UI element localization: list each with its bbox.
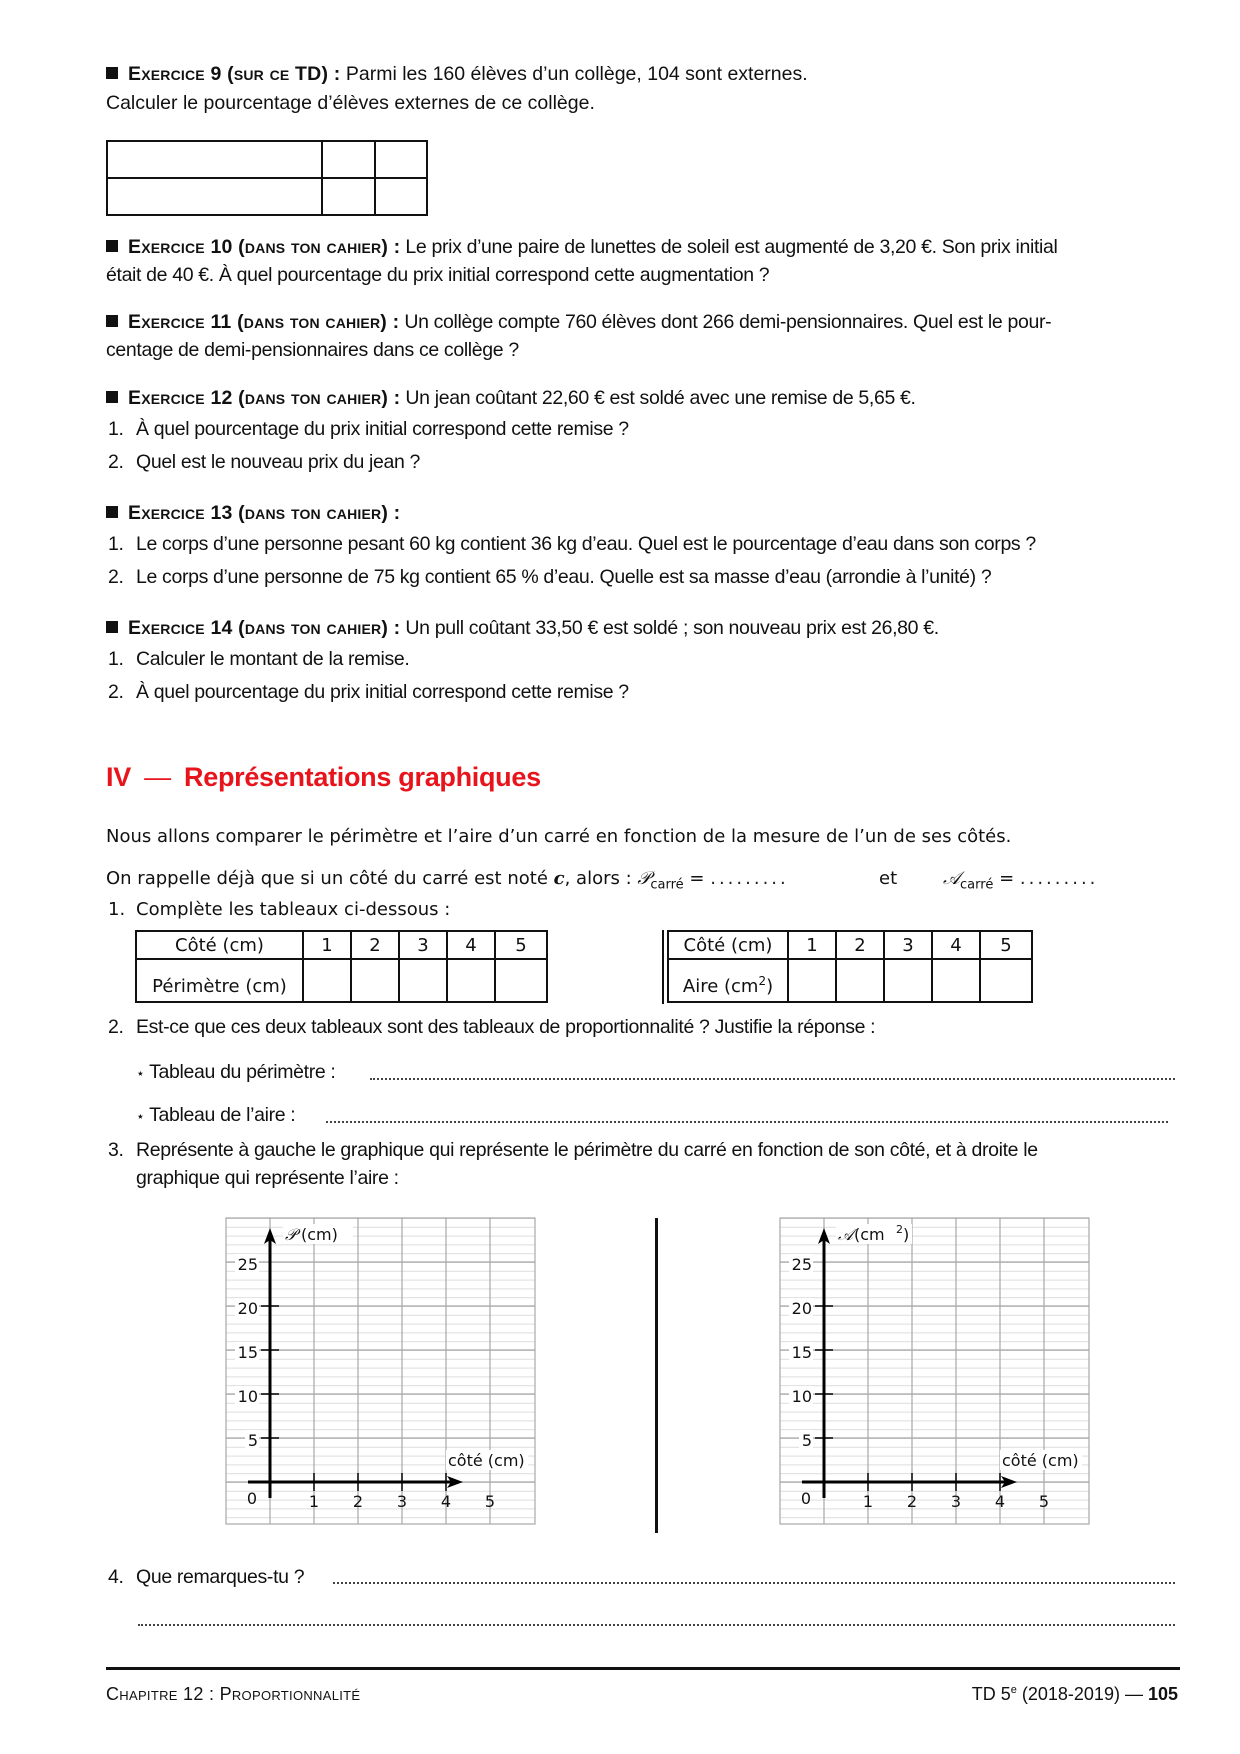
- area-table: [667, 930, 1033, 1003]
- y-axis-symbol: 𝒫: [285, 1225, 297, 1244]
- y-axis-unit: (cm: [854, 1225, 885, 1244]
- perimeter-table-col: 5: [495, 931, 547, 959]
- exercise-11-title: Exercice 11 (dans ton cahier) :: [128, 311, 400, 333]
- section-number: IV: [106, 762, 131, 792]
- minor-grid: [780, 1218, 1089, 1524]
- y-axis-unit-sup: 2: [896, 1223, 903, 1236]
- exercise-12-heading: [106, 389, 916, 409]
- answer-cell[interactable]: [107, 141, 322, 178]
- y-tick-label: 15: [237, 1343, 258, 1362]
- minor-grid: [226, 1218, 535, 1524]
- exercise-9-text: Parmi les 160 élèves d’un collège, 104 sont externes.: [345, 63, 808, 85]
- exercise-11-line2: centage de demi-pensionnaires dans ce collège ?: [106, 339, 519, 361]
- section-heading: [106, 762, 541, 793]
- area-table-col: 2: [836, 931, 884, 959]
- perimeter-value-cell[interactable]: [399, 959, 447, 1002]
- perimeter-table-col: 2: [351, 931, 399, 959]
- exercise-9-answer-table: [106, 140, 428, 216]
- area-formula: 𝒜$_{carré}$ = .........: [943, 868, 1099, 893]
- area-value-cell[interactable]: [836, 959, 884, 1002]
- area-formula-blank[interactable]: .........: [1019, 868, 1099, 889]
- x-tick-label: 2: [352, 1492, 364, 1511]
- perimeter-value-cell[interactable]: [303, 959, 351, 1002]
- x-tick-label: 1: [308, 1492, 320, 1511]
- exercise-9-title: Exercice 9 (sur ce TD) :: [128, 63, 341, 85]
- exercise-13-item-2: 2. Le corps d’une personne de 75 kg contient 65 % d’eau. Quelle est sa masse d’eau (arrondie à l’unité) ?: [108, 566, 992, 588]
- area-value-cell[interactable]: [932, 959, 980, 1002]
- footer-page-info: TD 5e (2018-2019) — 105: [971, 1684, 1178, 1704]
- answer-cell[interactable]: [375, 141, 427, 178]
- area-graph[interactable]: [770, 1208, 1100, 1533]
- x-tick-label: 4: [994, 1492, 1006, 1511]
- formula-recall: On rappelle déjà que si un côté du carré est noté c, alors : 𝒫$_{carré}$ = .........: [106, 868, 789, 893]
- et-label: et: [879, 868, 898, 889]
- area-justification-label: ⋆ Tableau de l’aire :: [136, 1104, 296, 1126]
- question-4: 4. Que remarques-tu ?: [108, 1566, 305, 1588]
- graphs-divider: [655, 1218, 658, 1533]
- answer-cell[interactable]: [322, 178, 374, 215]
- perimeter-table: [135, 930, 548, 1003]
- area-justification-answer-line[interactable]: [326, 1121, 1168, 1123]
- y-tick-label: 5: [801, 1431, 812, 1450]
- x-axis-label: côté (cm): [448, 1451, 525, 1470]
- square-bullet-icon: [106, 315, 118, 327]
- page-number: 105: [1147, 1684, 1178, 1704]
- answer-cell[interactable]: [322, 141, 374, 178]
- table-separator: [662, 930, 664, 1004]
- square-bullet-icon: [106, 621, 118, 633]
- exercise-13-title: Exercice 13 (dans ton cahier) :: [128, 502, 401, 524]
- area-table-col: 1: [788, 931, 836, 959]
- y-tick-label: 10: [237, 1387, 258, 1406]
- perimeter-formula-blank[interactable]: .........: [710, 868, 789, 889]
- perimeter-value-cell[interactable]: [447, 959, 495, 1002]
- y-tick-label: 25: [237, 1255, 258, 1274]
- section-intro: Nous allons comparer le périmètre et l’aire d’un carré en fonction de la mesure de l’un de ses côtés.: [106, 826, 1012, 847]
- y-axis-symbol: 𝒜: [838, 1225, 854, 1244]
- exercise-11-heading: [106, 313, 1051, 333]
- area-table-header-label: Côté (cm): [668, 931, 788, 959]
- perimeter-table-row-label: Périmètre (cm): [136, 959, 303, 1002]
- perimeter-justification-label: ⋆ Tableau du périmètre :: [136, 1061, 336, 1083]
- square-bullet-icon: [106, 67, 118, 79]
- exercise-9-heading: [106, 65, 808, 85]
- area-symbol: 𝒜: [943, 868, 961, 889]
- answer-cell[interactable]: [375, 178, 427, 215]
- x-tick-label: 2: [906, 1492, 918, 1511]
- square-bullet-icon: [106, 506, 118, 518]
- y-tick-label: 5: [247, 1431, 258, 1450]
- exercise-12-item-1: 1. À quel pourcentage du prix initial correspond cette remise ?: [108, 418, 629, 440]
- exercise-12-text: Un jean coûtant 22,60 € est soldé avec une remise de 5,65 €.: [405, 387, 916, 409]
- exercise-10-line2: était de 40 €. À quel pourcentage du prix initial correspond cette augmentation ?: [106, 264, 770, 286]
- y-tick-label: 25: [791, 1255, 812, 1274]
- question-1: 1. Complète les tableaux ci-dessous :: [108, 899, 451, 920]
- exercise-12-item-2: 2. Quel est le nouveau prix du jean ?: [108, 451, 421, 473]
- variable-c: c: [553, 868, 565, 889]
- square-bullet-icon: [106, 391, 118, 403]
- perimeter-table-col: 4: [447, 931, 495, 959]
- star-bullet-icon: ⋆: [136, 1108, 145, 1124]
- exercise-13-heading: [106, 504, 400, 524]
- exercise-10-heading: [106, 238, 1058, 258]
- x-tick-label: 3: [950, 1492, 962, 1511]
- exercise-11-text: Un collège compte 760 élèves dont 266 demi-pensionnaires. Quel est le pour-: [404, 311, 1052, 333]
- question-4-answer-line-1[interactable]: [333, 1582, 1175, 1584]
- x-tick-label: 5: [484, 1492, 496, 1511]
- perimeter-table-col: 1: [303, 931, 351, 959]
- square-bullet-icon: [106, 240, 118, 252]
- y-axis-unit: (cm): [301, 1225, 338, 1244]
- perimeter-table-header-label: Côté (cm): [136, 931, 303, 959]
- y-tick-label: 20: [791, 1299, 812, 1318]
- section-title: Représentations graphiques: [184, 762, 541, 792]
- x-tick-label: 5: [1038, 1492, 1050, 1511]
- footer-chapter: Chapitre 12 : Proportionnalité: [106, 1684, 361, 1704]
- exercise-13-item-1: 1. Le corps d’une personne pesant 60 kg contient 36 kg d’eau. Quel est le pourcentage d’eau dans son corps ?: [108, 533, 1036, 555]
- exercise-14-item-2: 2. À quel pourcentage du prix initial correspond cette remise ?: [108, 681, 629, 703]
- x-axis-label: côté (cm): [1002, 1451, 1079, 1470]
- perimeter-justification-answer-line[interactable]: [370, 1078, 1175, 1080]
- y-axis-unit-end: ): [903, 1225, 910, 1244]
- area-value-cell[interactable]: [884, 959, 932, 1002]
- perimeter-value-cell[interactable]: [351, 959, 399, 1002]
- footer-rule: [106, 1667, 1180, 1670]
- exercise-14-title: Exercice 14 (dans ton cahier) :: [128, 617, 401, 639]
- area-table-row-label: Aire $(cm^2)$: [668, 959, 788, 1002]
- x-tick-label: 3: [396, 1492, 408, 1511]
- x-tick-label: 4: [440, 1492, 452, 1511]
- exercise-10-text: Le prix d’une paire de lunettes de soleil est augmenté de 3,20 €. Son prix initial: [405, 236, 1058, 258]
- question-4-answer-line-2[interactable]: [138, 1624, 1175, 1626]
- exercise-14-item-1: 1. Calculer le montant de la remise.: [108, 648, 410, 670]
- star-bullet-icon: ⋆: [136, 1065, 145, 1081]
- perimeter-symbol: 𝒫: [637, 868, 651, 889]
- question-2: 2. Est-ce que ces deux tableaux sont des tableaux de proportionnalité ? Justifie la réponse :: [108, 1016, 876, 1038]
- area-value-cell[interactable]: [980, 959, 1032, 1002]
- y-tick-label: 15: [791, 1343, 812, 1362]
- perimeter-graph[interactable]: [215, 1208, 545, 1533]
- exercise-10-title: Exercice 10 (dans ton cahier) :: [128, 236, 401, 258]
- y-tick-label: 20: [237, 1299, 258, 1318]
- perimeter-value-cell[interactable]: [495, 959, 547, 1002]
- area-table-col: 5: [980, 931, 1032, 959]
- section-dash: —: [144, 762, 171, 792]
- answer-cell[interactable]: [107, 178, 322, 215]
- exercise-12-title: Exercice 12 (dans ton cahier) :: [128, 387, 401, 409]
- exercise-14-heading: [106, 619, 939, 639]
- area-table-col: 4: [932, 931, 980, 959]
- exercise-14-text: Un pull coûtant 33,50 € est soldé ; son nouveau prix est 26,80 €.: [405, 617, 939, 639]
- question-3-line2: graphique qui représente l’aire :: [136, 1167, 399, 1189]
- origin-label: 0: [246, 1489, 257, 1508]
- perimeter-table-col: 3: [399, 931, 447, 959]
- area-table-col: 3: [884, 931, 932, 959]
- origin-label: 0: [800, 1489, 811, 1508]
- area-value-cell[interactable]: [788, 959, 836, 1002]
- exercise-9-line2: Calculer le pourcentage d’élèves externes de ce collège.: [106, 92, 595, 114]
- question-3-line1: 3. Représente à gauche le graphique qui représente le périmètre du carré en fonction de son côté, et à droite le: [108, 1139, 1038, 1161]
- y-tick-label: 10: [791, 1387, 812, 1406]
- x-tick-label: 1: [862, 1492, 874, 1511]
